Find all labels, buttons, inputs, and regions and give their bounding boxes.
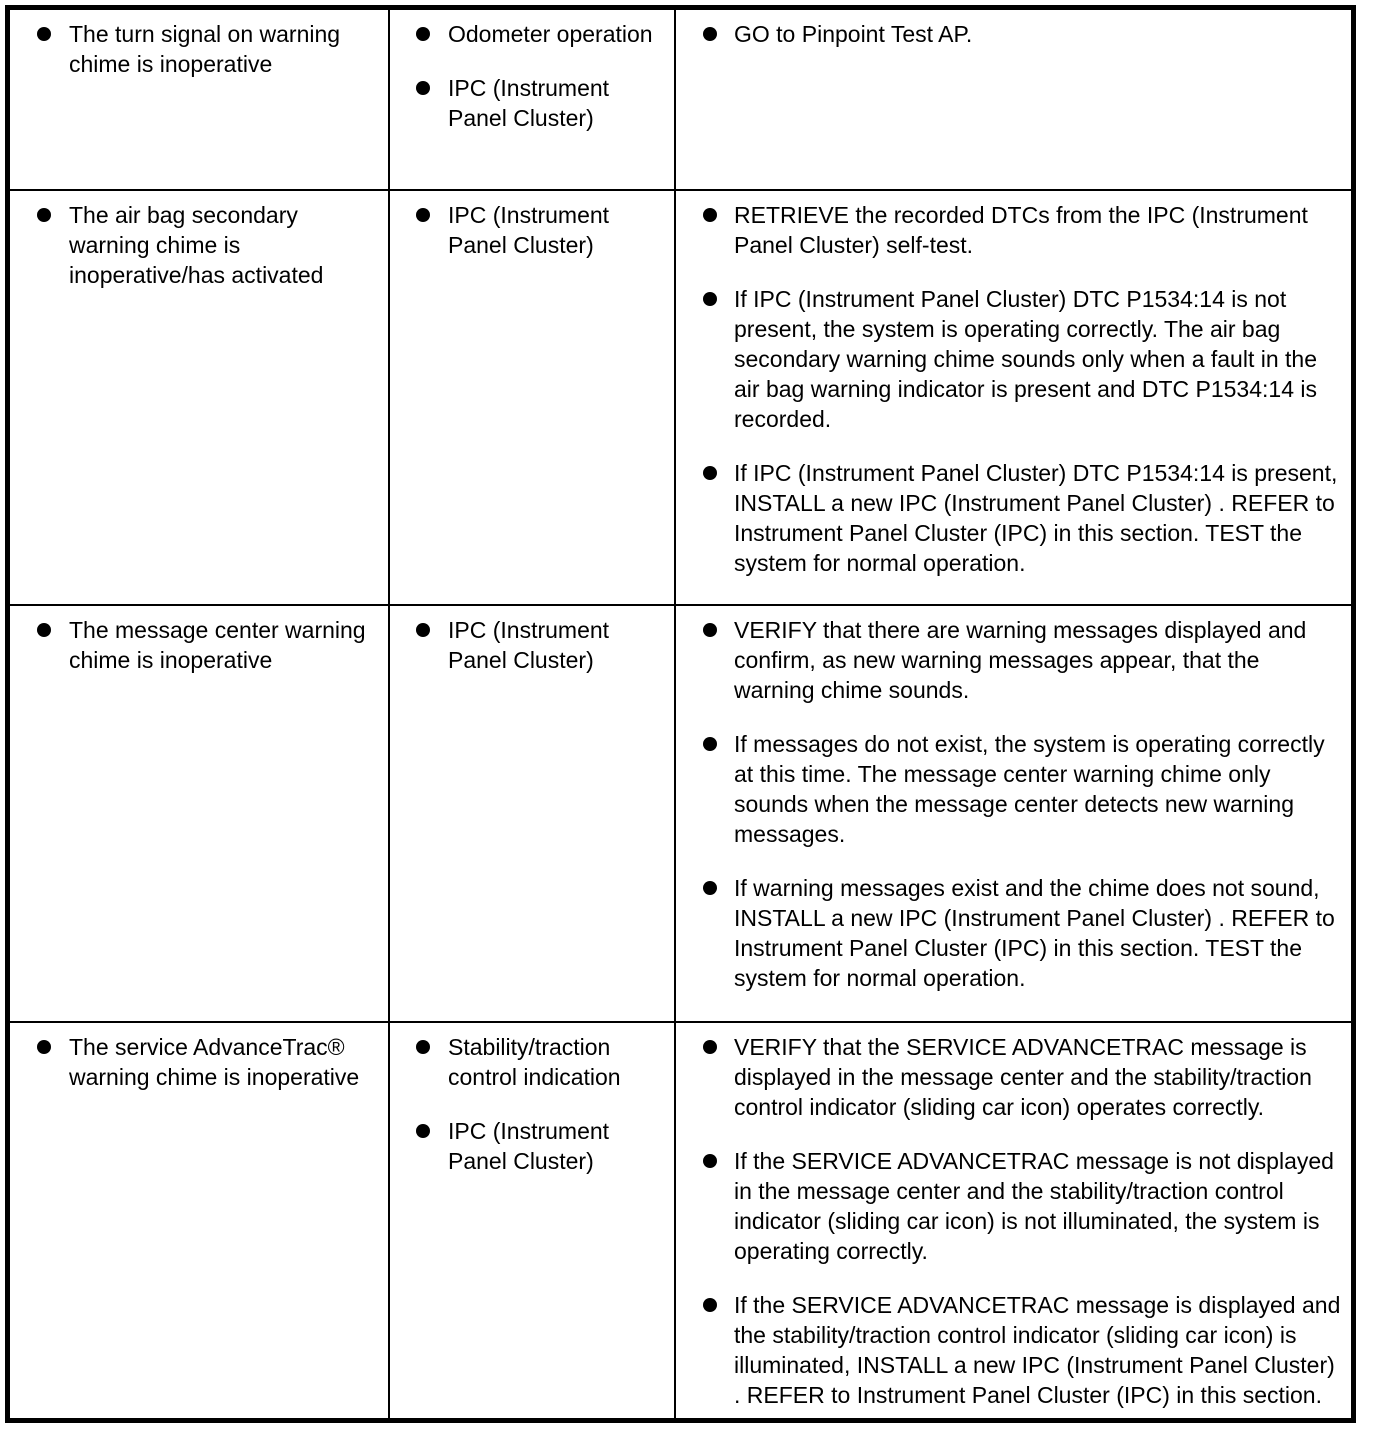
bullet-icon	[703, 881, 717, 895]
bullet-icon	[703, 623, 717, 637]
list-item	[400, 1116, 664, 1176]
list-item	[686, 1146, 1341, 1266]
source-text: IPC (Instrument Panel Cluster)	[448, 75, 610, 131]
list-item	[686, 1290, 1341, 1410]
condition-text: The message center warning chime is inoperative	[69, 617, 366, 673]
bullet-icon	[416, 623, 430, 637]
bullet-icon	[37, 623, 51, 637]
list-item	[20, 19, 378, 79]
list-item	[686, 1032, 1341, 1122]
source-cell	[389, 1022, 675, 1419]
bullet-icon	[703, 208, 717, 222]
list-item	[400, 200, 664, 260]
list-item	[686, 458, 1341, 578]
list-item	[400, 73, 664, 133]
bullet-icon	[703, 27, 717, 41]
list-item	[20, 615, 378, 675]
action-text: RETRIEVE the recorded DTCs from the IPC (Instrument Panel Cluster) self-test.	[734, 202, 1308, 258]
table-row	[9, 9, 1352, 190]
list-item	[400, 615, 664, 675]
source-text: IPC (Instrument Panel Cluster)	[448, 202, 610, 258]
symptom-chart-table	[8, 8, 1353, 1420]
bullet-icon	[37, 27, 51, 41]
list-item	[400, 1032, 664, 1092]
list-item	[20, 200, 378, 290]
bullet-icon	[703, 292, 717, 306]
bullet-icon	[37, 208, 51, 222]
action-cell	[675, 9, 1352, 190]
bullet-icon	[703, 466, 717, 480]
action-text: GO to Pinpoint Test AP.	[734, 21, 973, 47]
bullet-icon	[703, 1298, 717, 1312]
condition-text: The service AdvanceTrac® warning chime is inoperative	[69, 1034, 360, 1090]
condition-text: The turn signal on warning chime is inoperative	[69, 21, 341, 77]
bullet-icon	[416, 27, 430, 41]
source-cell	[389, 9, 675, 190]
action-cell	[675, 605, 1352, 1022]
action-text: If warning messages exist and the chime does not sound, INSTALL a new IPC (Instrument Panel Cluster) . REFER to Instrument Panel Cluster (IPC) in this section. TEST the system for normal operation.	[734, 875, 1335, 991]
list-item	[686, 19, 1341, 49]
source-text: Odometer operation	[448, 21, 653, 47]
action-text: VERIFY that the SERVICE ADVANCETRAC message is displayed in the message center and the stability/traction control indicator (sliding car icon) operates correctly.	[734, 1034, 1312, 1120]
action-text: If the SERVICE ADVANCETRAC message is displayed and the stability/traction control indicator (sliding car icon) is illuminated, INSTALL a new IPC (Instrument Panel Cluster) . REFER to Instrument Panel Cluster (IPC) in this section.	[734, 1292, 1341, 1408]
bullet-icon	[416, 1124, 430, 1138]
action-text: If messages do not exist, the system is operating correctly at this time. The message center warning chime only sounds when the message center detects new warning messages.	[734, 731, 1325, 847]
bullet-icon	[416, 208, 430, 222]
bullet-icon	[703, 1040, 717, 1054]
source-cell	[389, 190, 675, 605]
source-text: IPC (Instrument Panel Cluster)	[448, 1118, 610, 1174]
condition-cell	[9, 1022, 389, 1419]
action-cell	[675, 190, 1352, 605]
condition-cell	[9, 605, 389, 1022]
list-item	[686, 873, 1341, 993]
action-text: If IPC (Instrument Panel Cluster) DTC P1534:14 is not present, the system is operating correctly. The air bag secondary warning chime sounds only when a fault in the air bag warning indicator is present and DTC P1534:14 is recorded.	[734, 286, 1318, 432]
action-text: If the SERVICE ADVANCETRAC message is not displayed in the message center and the stability/traction control indicator (sliding car icon) is not illuminated, the system is operating correctly.	[734, 1148, 1334, 1264]
table-row	[9, 1022, 1352, 1419]
source-text: Stability/traction control indication	[448, 1034, 621, 1090]
condition-cell	[9, 9, 389, 190]
condition-text: The air bag secondary warning chime is inoperative/has activated	[69, 202, 324, 288]
bullet-icon	[703, 737, 717, 751]
bullet-icon	[416, 81, 430, 95]
table-row	[9, 190, 1352, 605]
action-text: VERIFY that there are warning messages displayed and confirm, as new warning messages appear, that the warning chime sounds.	[734, 617, 1307, 703]
list-item	[686, 729, 1341, 849]
bullet-icon	[37, 1040, 51, 1054]
bullet-icon	[703, 1154, 717, 1168]
list-item	[400, 19, 664, 49]
symptom-chart-page	[5, 5, 1356, 1423]
source-text: IPC (Instrument Panel Cluster)	[448, 617, 610, 673]
list-item	[20, 1032, 378, 1092]
action-cell	[675, 1022, 1352, 1419]
list-item	[686, 284, 1341, 434]
bullet-icon	[416, 1040, 430, 1054]
list-item	[686, 200, 1341, 260]
source-cell	[389, 605, 675, 1022]
action-text: If IPC (Instrument Panel Cluster) DTC P1534:14 is present, INSTALL a new IPC (Instrument Panel Cluster) . REFER to Instrument Panel Cluster (IPC) in this section. TEST the system for normal operation.	[734, 460, 1338, 576]
table-row	[9, 605, 1352, 1022]
condition-cell	[9, 190, 389, 605]
list-item	[686, 615, 1341, 705]
